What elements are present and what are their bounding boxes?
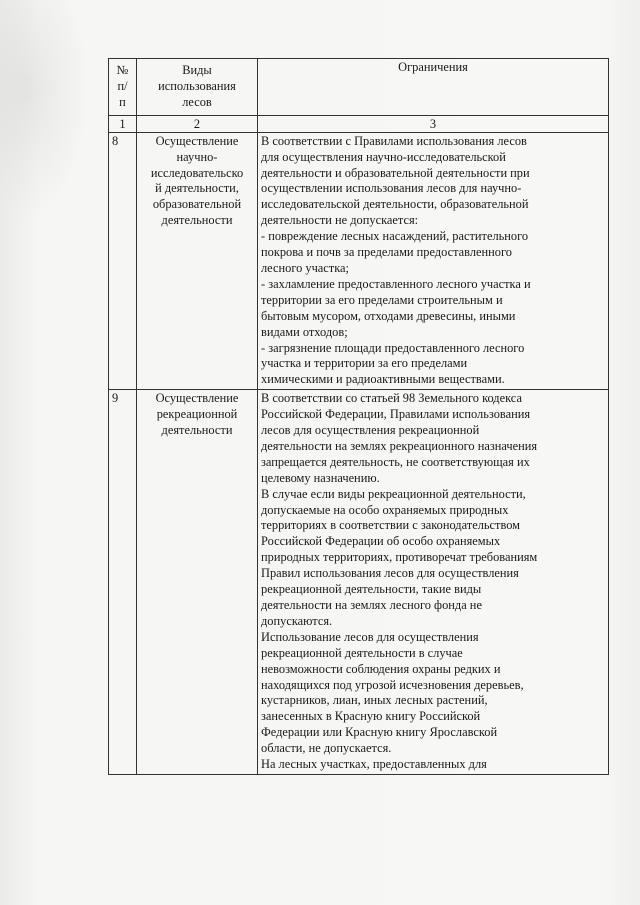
restriction-line: деятельности на землях рекреационного назначения	[261, 438, 538, 453]
use-kind-line: Осуществление	[155, 133, 239, 148]
restriction-line: рекреационной деятельности, такие виды	[261, 582, 482, 597]
use-kind-cell	[137, 390, 258, 775]
restriction-line: На лесных участках, предоставленных для	[261, 757, 487, 772]
header-kind-cell	[137, 59, 258, 116]
restriction-line: лесного участка;	[261, 260, 349, 275]
restriction-line: покрова и почв за пределами предоставленного	[261, 245, 512, 260]
use-kind-cell	[137, 132, 258, 390]
restriction-line: деятельности на землях лесного фонда не	[261, 598, 482, 612]
restriction-line: невозможности соблюдения охраны редких и	[261, 661, 501, 676]
header-number-cell	[109, 59, 137, 116]
restriction-line: химическими и радиоактивными веществами.	[261, 372, 505, 387]
use-kind-line: Осуществление	[155, 391, 239, 406]
restriction-line: Российской Федерации об особо охраняемых	[261, 534, 501, 549]
restriction-line: целевому назначению.	[261, 470, 380, 485]
scan-artifact	[0, 0, 90, 220]
column-number: 2	[137, 115, 258, 132]
use-kind-line: й деятельности,	[155, 181, 239, 196]
use-kind-line: деятельности	[161, 423, 233, 438]
use-kind-line: исследовательско	[150, 165, 244, 180]
restriction-line: находящихся под угрозой исчезновения деревьев,	[261, 677, 524, 692]
restrictions-cell	[258, 132, 609, 390]
row-number: 8	[109, 132, 137, 390]
restriction-line: области, не допускается.	[261, 741, 392, 756]
restriction-line: В соответствии с Правилами использования лесов	[261, 133, 527, 148]
restriction-line: занесенных в Красную книгу Российской	[261, 709, 481, 724]
restriction-line: допускаемые на особо охраняемых природных	[261, 502, 509, 517]
header-number-line: п	[119, 94, 126, 109]
header-number-line: №	[116, 63, 129, 77]
restriction-line: Правил использования лесов для осуществления	[261, 566, 519, 581]
use-kind-line: научно-	[176, 149, 218, 164]
table-row	[109, 132, 609, 390]
restriction-line: - загрязнение площади предоставленного лесного	[261, 340, 525, 355]
restriction-line: деятельности и образовательной деятельности при	[261, 165, 530, 180]
use-kind-line: деятельности	[161, 213, 233, 228]
restriction-line: допускаются.	[261, 613, 333, 628]
restrictions-cell	[258, 390, 609, 775]
restriction-line: - захламление предоставленного лесного участка и	[261, 276, 531, 291]
restriction-line: территориях в соответствии с законодательством	[261, 518, 521, 533]
header-kind-line: лесов	[182, 94, 212, 109]
restriction-line: территории за его пределами строительным и	[261, 292, 503, 307]
column-number: 1	[109, 115, 137, 132]
row-number: 9	[109, 390, 137, 775]
restriction-line: исследовательской деятельности, образовательной	[261, 197, 529, 212]
restriction-line: рекреационной деятельности в случае	[261, 645, 463, 660]
table-header-row	[109, 59, 609, 116]
restriction-line: участка и территории за его пределами	[261, 356, 468, 371]
restriction-line: видами отходов;	[261, 324, 348, 339]
column-number: 3	[258, 115, 609, 132]
use-kind-line: образовательной	[152, 197, 242, 212]
restriction-line: Российской Федерации, Правилами использования	[261, 407, 531, 422]
restriction-line: деятельности не допускается:	[261, 213, 419, 228]
restriction-line: лесов для осуществления рекреационной	[261, 423, 480, 438]
table-row	[109, 390, 609, 775]
header-restrictions-cell: Ограничения	[258, 59, 609, 116]
header-kind-line: использования	[158, 78, 236, 93]
restriction-line: Использование лесов для осуществления	[261, 629, 479, 644]
restriction-line: кустарников, лиан, иных лесных растений,	[261, 693, 488, 708]
header-number-line: п/	[117, 78, 128, 93]
restriction-line: В соответствии со статьей 98 Земельного кодекса	[261, 391, 522, 406]
restriction-line: - повреждение лесных насаждений, растительного	[261, 229, 529, 244]
header-kind-line: Виды	[182, 63, 212, 77]
column-number-row	[109, 115, 609, 132]
restriction-line: бытовым мусором, отходами древесины, иными	[261, 308, 516, 323]
use-kind-line: рекреационной	[156, 407, 238, 422]
restriction-line: осуществлении использования лесов для научно-	[261, 181, 522, 196]
restriction-line: В случае если виды рекреационной деятельности,	[261, 486, 526, 501]
restriction-line: Федерации или Красную книгу Ярославской	[261, 725, 498, 740]
restriction-line: для осуществления научно-исследовательской	[261, 149, 506, 164]
restriction-line: природных территориях, противоречат требованиям	[261, 550, 538, 565]
forest-use-restrictions-table	[108, 58, 609, 775]
restriction-line: запрещается деятельность, не соответствующая их	[261, 454, 530, 469]
